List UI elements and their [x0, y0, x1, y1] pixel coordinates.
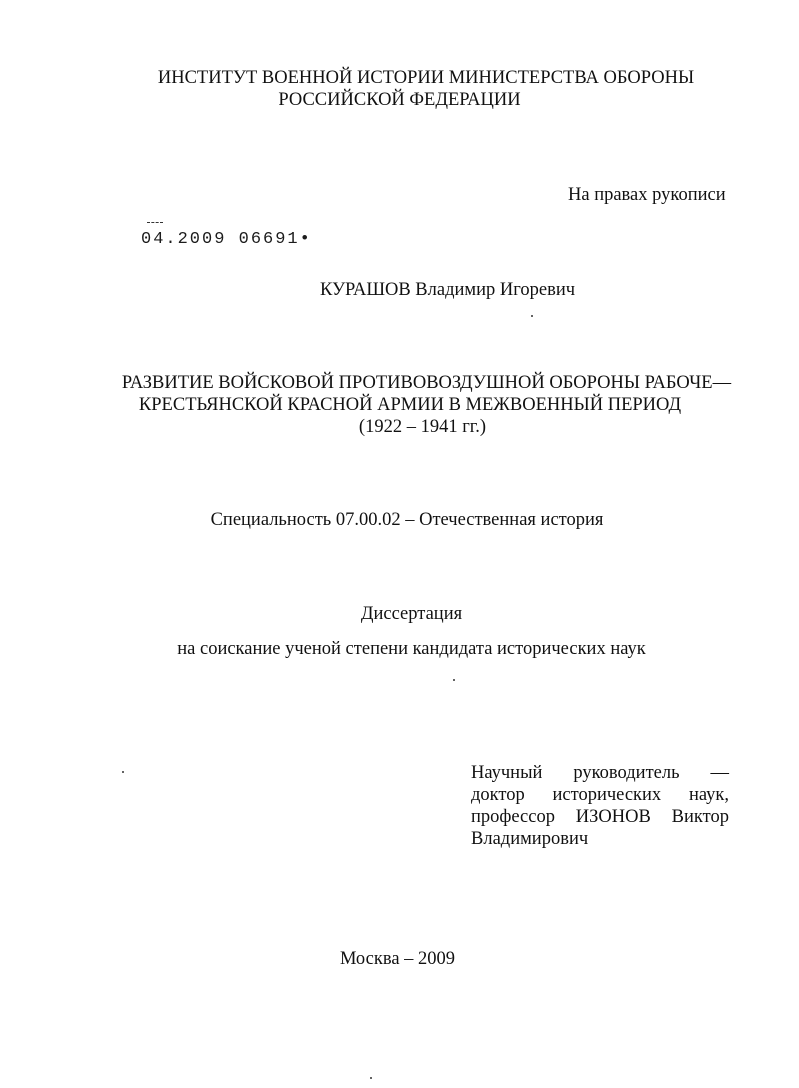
- scan-speck: [370, 1077, 372, 1079]
- document-type: Диссертация: [360, 604, 463, 624]
- supervisor-row: [471, 784, 729, 806]
- supervisor-word: —: [710, 763, 729, 783]
- author-name: КУРАШОВ Владимир Игоревич: [319, 280, 576, 300]
- supervisor-word: Виктор: [671, 807, 729, 827]
- institute-name-line1: ИНСТИТУТ ВОЕННОЙ ИСТОРИИ МИНИСТЕРСТВА ОБОРОНЫ: [157, 68, 695, 88]
- city-year: Москва – 2009: [339, 949, 456, 969]
- registration-number: 04.2009 06691: [141, 230, 300, 249]
- specialty: Специальность 07.00.02 – Отечественная история: [210, 510, 604, 530]
- supervisor-word: ИЗОНОВ: [575, 807, 651, 827]
- scan-speck: [531, 315, 533, 317]
- manuscript-rights-note: На правах рукописи: [568, 185, 726, 205]
- registration-stamp: [141, 226, 312, 254]
- title-line1: РАЗВИТИЕ ВОЙСКОВОЙ ПРОТИВОВОЗДУШНОЙ ОБОРОНЫ РАБОЧЕ—: [121, 373, 732, 393]
- title-line2: КРЕСТЬЯНСКОЙ КРАСНОЙ АРМИИ В МЕЖВОЕННЫЙ ПЕРИОД: [138, 395, 682, 415]
- institute-name-line2: РОССИЙСКОЙ ФЕДЕРАЦИИ: [278, 90, 521, 110]
- supervisor-word: наук,: [688, 785, 729, 805]
- supervisor-word: профессор: [471, 807, 555, 827]
- supervisor-patronymic: Владимирович: [471, 829, 589, 849]
- scan-speck: [122, 771, 124, 773]
- stamp-mark: •: [299, 230, 312, 249]
- supervisor-row: [471, 762, 729, 784]
- title-line3: (1922 – 1941 гг.): [358, 417, 487, 437]
- degree-statement: на соискание ученой степени кандидата исторических наук: [177, 639, 646, 659]
- supervisor-word: руководитель: [573, 763, 680, 783]
- supervisor-word: Научный: [471, 763, 543, 783]
- supervisor-block: [471, 762, 729, 850]
- supervisor-row: [471, 806, 729, 828]
- scan-speck: [453, 679, 455, 681]
- supervisor-word: исторических: [552, 785, 662, 805]
- supervisor-word: доктор: [471, 785, 525, 805]
- stamp-overline: [147, 222, 163, 225]
